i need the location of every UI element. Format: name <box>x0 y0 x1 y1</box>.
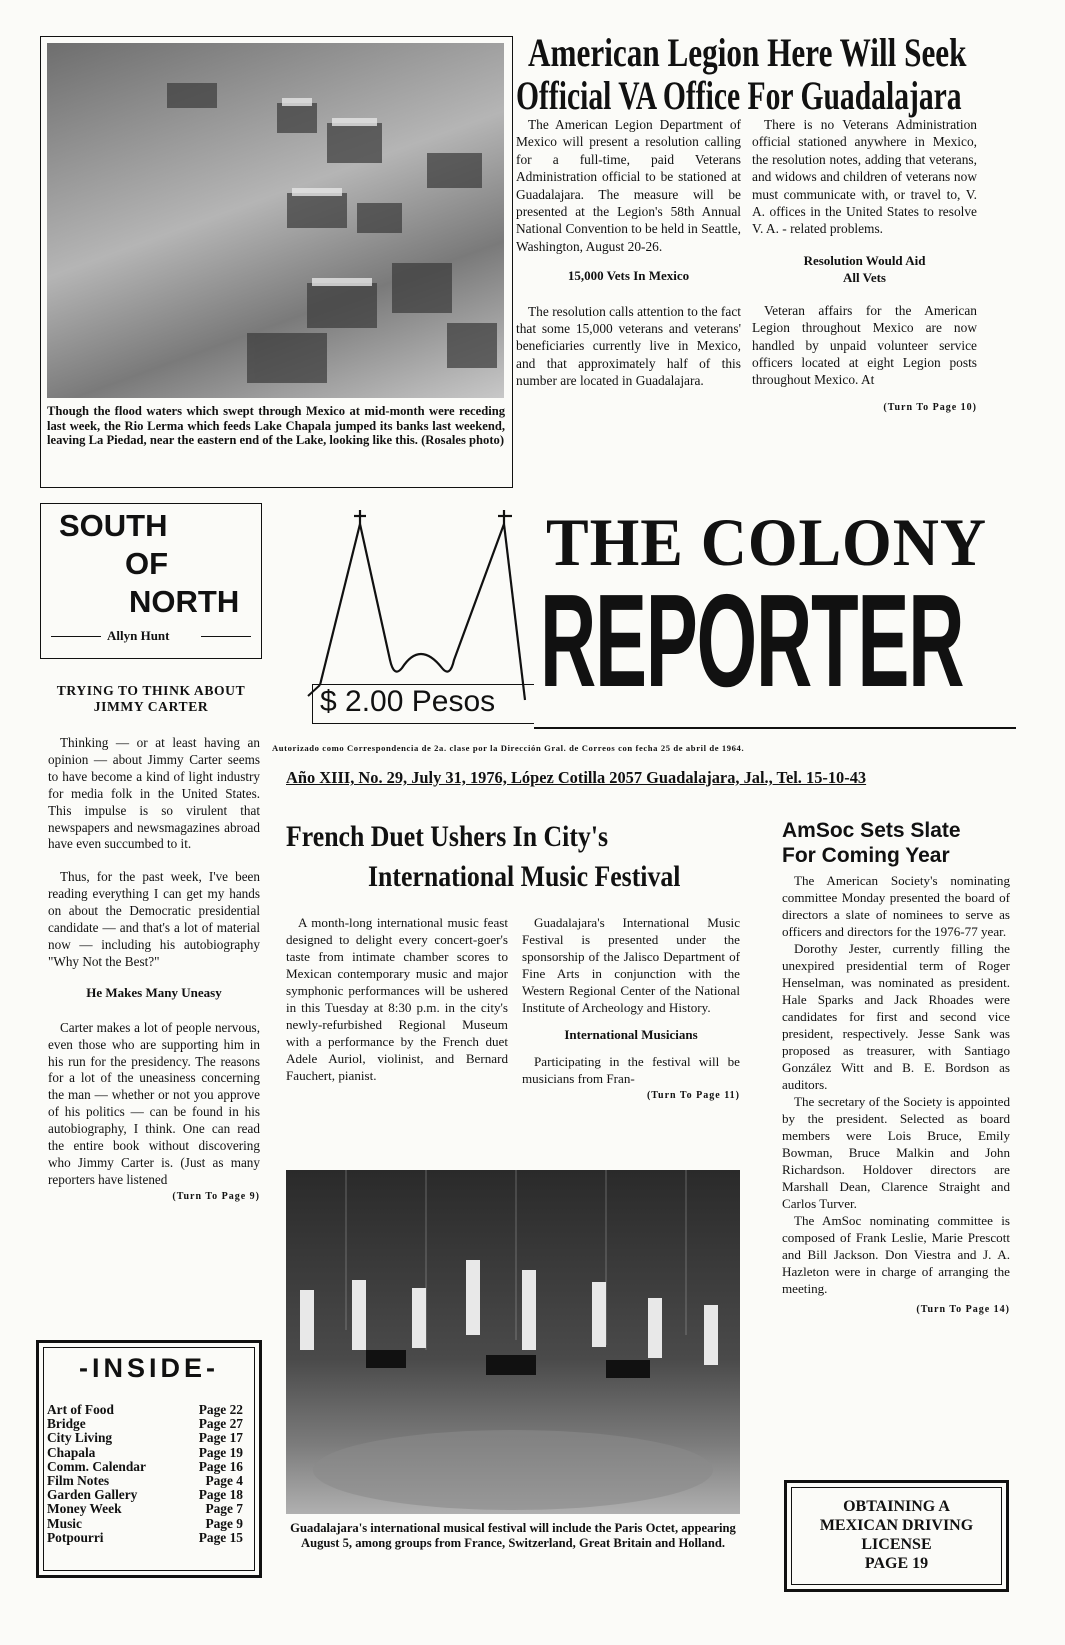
column-author: Allyn Hunt <box>107 628 170 643</box>
flood-aerial-illustration <box>47 43 504 398</box>
carter-p1: Thinking — or at least having an opinion — about Jimmy Carter seems to have become a kind of light industry for media folk in the United States. This impulse is so virulent that newspapers and newsmagazines abroad have even succumbed to it. <box>48 735 260 852</box>
octet-photo <box>286 1170 740 1514</box>
inside-item[interactable] <box>47 1517 243 1531</box>
masthead-price: $ 2.00 Pesos <box>320 685 496 718</box>
masthead-authorization: Autorizado como Correspondencia de 2a. clase por la Dirección Gral. de Correos con fecha 25 de abril de 1964. <box>272 743 745 753</box>
license-text <box>787 1497 1006 1573</box>
inside-item-label: Potpourri <box>47 1529 104 1545</box>
column-author-rule-right <box>201 636 251 637</box>
legion-headline-line2: Official VA Office For Guadalajara <box>516 73 962 118</box>
inside-item-label: Film Notes <box>47 1473 110 1489</box>
inside-item-page: Page 15 <box>198 1529 243 1545</box>
column-box <box>40 503 262 659</box>
carter-turn: (Turn To Page 9) <box>172 1190 260 1202</box>
inside-item-label: Garden Gallery <box>47 1487 138 1503</box>
music-col1-p1: A month-long international music feast designed to delight every concert-goer's taste from intimate chamber scores to Mexican contemporary music and major symphonic performances will be ushered in this Tuesday at 8:30 p.m. in the city's newly-refurbished Regional Museum with a performance by the French duet Adele Auriol, violinist, and Bernard Fauchert, pianist. <box>286 915 508 1083</box>
license-line4: PAGE 19 <box>864 1555 929 1572</box>
column-title-north: NORTH <box>129 584 240 619</box>
inside-item-page: Page 19 <box>198 1444 243 1460</box>
music-col2-p1: Guadalajara's International Music Festival is presented under the sponsorship of the Jalisco Department of Fine Arts in conjunction with the Western Regional Center of the National Institute of Archeology and History. <box>522 915 740 1015</box>
inside-item-label: Chapala <box>47 1444 96 1460</box>
inside-item-page: Page 18 <box>198 1487 243 1503</box>
music-col2-p2: Participating in the festival will be musicians from Fran- <box>522 1054 740 1086</box>
octet-musicians-illustration <box>286 1170 740 1514</box>
carter-p2: Thus, for the past week, I've been reading everything I can get my hands on about the Democratic presidential candidate — and that's a lot of material now — including his autobiography "Why Not the Best?" <box>48 869 260 969</box>
inside-item[interactable] <box>47 1446 243 1460</box>
carter-sub: He Makes Many Uneasy <box>86 984 222 1000</box>
inside-item-page: Page 7 <box>205 1501 243 1517</box>
column-title-of: OF <box>125 546 169 581</box>
masthead-title-line2: REPORTER <box>540 567 964 714</box>
legion-headline-line1: American Legion Here Will Seek <box>528 30 967 75</box>
inside-item[interactable] <box>47 1474 243 1488</box>
inside-list <box>47 1403 243 1545</box>
carter-column <box>48 735 260 1206</box>
legion-sub-line1: Resolution Would Aid <box>803 252 926 268</box>
masthead-rule-top <box>534 727 1016 729</box>
inside-item-page: Page 16 <box>198 1458 243 1474</box>
license-line1: OBTAINING A <box>843 1498 950 1515</box>
music-headline-line1: French Duet Ushers In City's <box>286 820 609 853</box>
music-col-1 <box>286 914 508 1094</box>
license-box <box>784 1480 1009 1592</box>
legion-sub-vets: 15,000 Vets In Mexico <box>567 268 690 284</box>
amsoc-column <box>782 872 1010 1318</box>
inside-item[interactable] <box>47 1431 243 1445</box>
legion-col1-p1: The American Legion Department of Mexico will present a resolution calling for a full-time, paid Veterans Administration official to be stationed at Guadalajara. The measure will be presented at the Legion's 58th Annual National Convention to be held in Seattle, Washington, August 20-26. <box>516 117 741 254</box>
inside-item-label: Music <box>47 1515 82 1531</box>
inside-item[interactable] <box>47 1502 243 1516</box>
legion-turn: (Turn To Page 10) <box>883 401 977 413</box>
carter-p3: Carter makes a lot of people nervous, even those who are supporting him in his run for the presidency. The reasons for a lot of the uneasiness concerning the man — whether or not you approve of his politics — can be found in his autobiography, I think. One can read the entire book without discovering who Jimmy Carter is. (Just as many reporters have listened <box>48 1019 260 1187</box>
legion-sub-resolution <box>752 252 977 286</box>
license-line3: LICENSE <box>861 1536 932 1553</box>
flood-photo-caption: Though the flood waters which swept through Mexico at mid-month were receding last week, the Rio Lerma which feeds Lake Chapala jumped its banks last weekend, leaving La Piedad, near the eastern end of the Lake, looking like this. (Rosales photo) <box>47 404 505 448</box>
legion-col-2 <box>752 116 977 416</box>
amsoc-p3: The secretary of the Society is appointed by the president. Selected as board members were Lois Bruce, Emily Bowman, Bruce Malkin and John Richardson. Holdover directors are Marshall Dean, Clarence Straight and Carlos Turver. <box>782 1094 1010 1211</box>
column-author-rule-left <box>51 636 101 637</box>
music-turn: (Turn To Page 11) <box>646 1090 740 1101</box>
inside-item-label: Money Week <box>47 1501 122 1517</box>
license-line2: MEXICAN DRIVING <box>819 1517 974 1534</box>
inside-item[interactable] <box>47 1488 243 1502</box>
column-title-south: SOUTH <box>59 508 168 543</box>
octet-photo-caption: Guadalajara's international musical festival will include the Paris Octet, appearing August 5, among groups from France, Switzerland, Great Britain and Holland. <box>290 1521 736 1550</box>
inside-item[interactable] <box>47 1403 243 1417</box>
amsoc-p4: The AmSoc nominating committee is composed of Frank Leslie, Marie Prescott and Bill Jackson. Don Viestra and J. A. Hazleton were in charge of arranging the meeting. <box>782 1213 1010 1296</box>
inside-item-label: Comm. Calendar <box>47 1458 146 1474</box>
music-headline-line2: International Music Festival <box>368 860 681 893</box>
music-col-2 <box>522 914 740 1104</box>
masthead-issue-line: Año XIII, No. 29, July 31, 1976, López Cotilla 2057 Guadalajara, Jal., Tel. 15-10-43 <box>286 768 867 787</box>
amsoc-p1: The American Society's nominating committee Monday presented the board of directors a slate of nominees to serve as officers and directors for the 1976-77 year. <box>782 873 1010 939</box>
masthead-title-line1: THE COLONY <box>546 504 987 580</box>
inside-item[interactable] <box>47 1460 243 1474</box>
flood-photo <box>47 43 504 398</box>
legion-col1-p2: The resolution calls attention to the fact that some 15,000 veterans and veterans' beneficiaries currently live in Mexico, and that approximately half of this number are located in Guadalajara. <box>516 303 741 389</box>
legion-col-1 <box>516 116 741 400</box>
inside-item-page: Page 17 <box>198 1430 243 1446</box>
inside-item-label: City Living <box>47 1430 113 1446</box>
inside-item-label: Art of Food <box>47 1402 114 1417</box>
inside-item-page: Page 22 <box>198 1402 243 1417</box>
inside-item-label: Bridge <box>47 1416 86 1432</box>
amsoc-turn: (Turn To Page 14) <box>916 1304 1010 1315</box>
inside-box <box>36 1340 262 1578</box>
legion-col2-p1: There is no Veterans Administration official stationed anywhere in Mexico, the resolution notes, adding that veterans, and widows and children of veterans now must communicate with, or travel to, V. A. offices in the United States to resolve V. A. - related problems. <box>752 117 977 237</box>
inside-item-page: Page 4 <box>205 1473 243 1489</box>
inside-title: -INSIDE- <box>79 1353 219 1383</box>
legion-sub-line2: All Vets <box>843 269 886 285</box>
legion-col2-p2: Veteran affairs for the American Legion throughout Mexico are now handled by unpaid volunteer service officers located at eight Legion posts throughout Mexico. At <box>752 302 977 388</box>
inside-item[interactable] <box>47 1417 243 1431</box>
inside-item-page: Page 27 <box>198 1416 243 1432</box>
flood-photo-frame <box>40 36 513 488</box>
amsoc-headline-line1: AmSoc Sets Slate <box>782 819 961 842</box>
inside-item-page: Page 9 <box>205 1515 243 1531</box>
amsoc-headline-line2: For Coming Year <box>782 844 950 867</box>
music-sub: International Musicians <box>564 1027 698 1042</box>
carter-headline: TRYING TO THINK ABOUT JIMMY CARTER <box>56 683 246 714</box>
amsoc-p2: Dorothy Jester, currently filling the unexpired presidential term of Roger Henselman, was nominated as president. Hale Sparks and Jack Rhoades were candidates for first and second vice president, respectively. Jesse Sank was proposed as treasurer, with Santiago González Witt and B. E. Bordson as auditors. <box>782 941 1010 1092</box>
inside-item[interactable] <box>47 1531 243 1545</box>
